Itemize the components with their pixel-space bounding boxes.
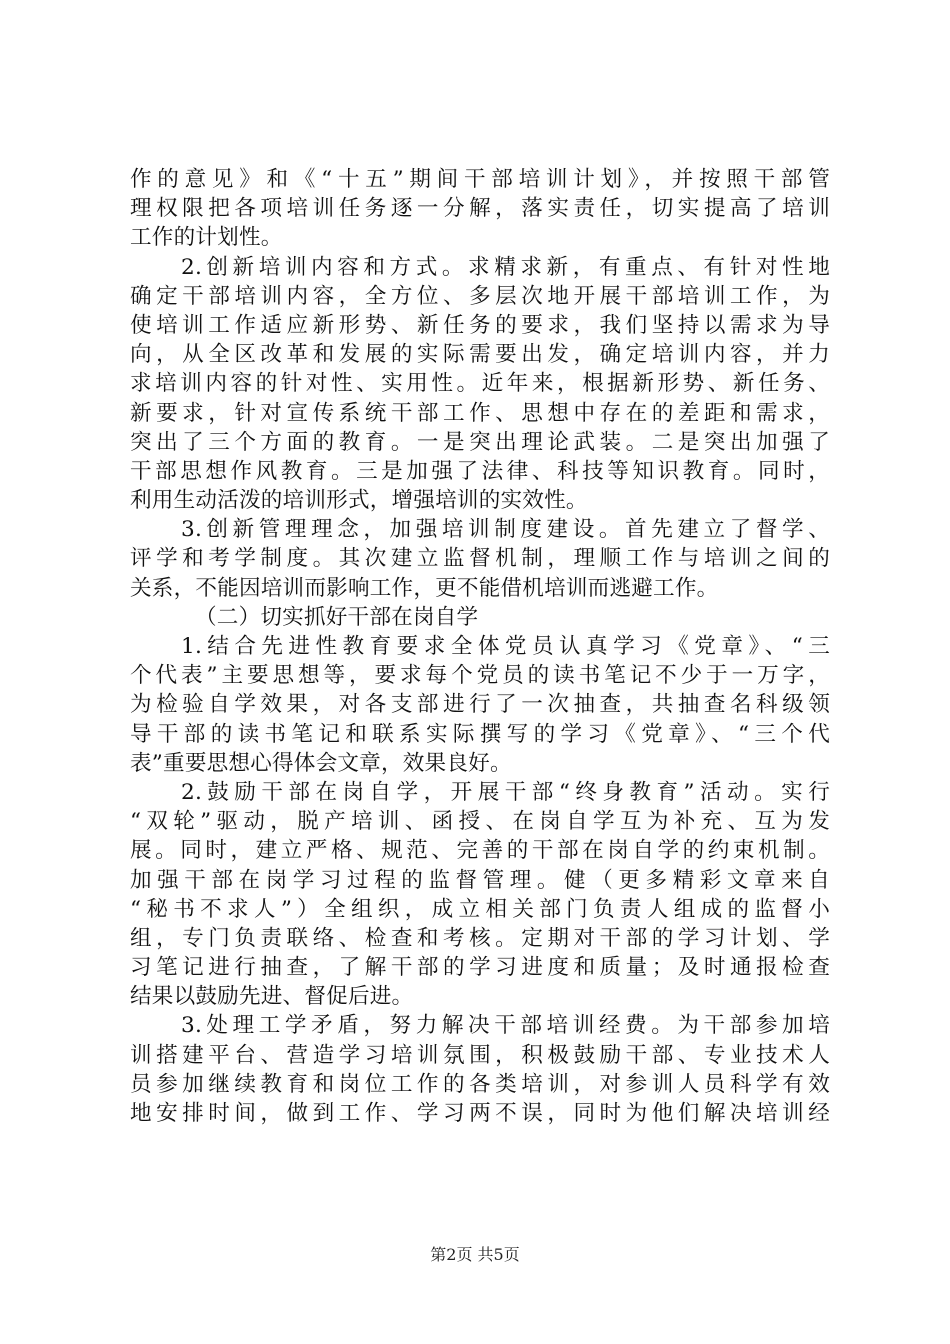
text-line: 关系，不能因培训而影响工作，更不能借机培训而逃避工作。 [130, 575, 719, 601]
text-line: 导干部的读书笔记和联系实际撰写的学习《党章》、“三个代 [130, 721, 830, 747]
text-line: 地安排时间，做到工作、学习两不误，同时为他们解决培训经 [130, 1101, 830, 1126]
text-line: 确定干部培训内容，全方位、多层次地开展干部培训工作，为 [130, 283, 830, 309]
text-line: 理权限把各项培训任务逐一分解，落实责任，切实提高了培训 [130, 196, 830, 222]
text-line: 个代表”主要思想等，要求每个党员的读书笔记不少于一万字， [130, 663, 830, 689]
text-line: 加强干部在岗学习过程的监督管理。健（更多精彩文章来自 [130, 867, 830, 893]
text-line: 结果以鼓励先进、督促后进。 [130, 984, 414, 1010]
text-line: 训搭建平台、营造学习培训氛围，积极鼓励干部、专业技术人 [130, 1042, 830, 1068]
document-body [130, 165, 830, 1128]
paragraph-start-line: 3.处理工学矛盾，努力解决干部培训经费。为干部参加培 [181, 1013, 830, 1039]
text-line: 干部思想作风教育。三是加强了法律、科技等知识教育。同时， [130, 458, 830, 484]
text-line: “双轮”驱动，脱产培训、函授、在岗自学互为补充、互为发 [130, 809, 830, 835]
page-number-footer: 第2页 共5页 [430, 1245, 520, 1264]
paragraph-start-line: 1.结合先进性教育要求全体党员认真学习《党章》、“三 [181, 634, 830, 659]
text-line: 习笔记进行抽查，了解干部的学习进度和质量；及时通报检查 [130, 955, 830, 981]
text-line: “秘书不求人”）全组织，成立相关部门负责人组成的监督小 [130, 896, 830, 922]
paragraph-start-line: 3.创新管理理念，加强培训制度建设。首先建立了督学、 [181, 517, 830, 543]
text-line: 新要求，针对宣传系统干部工作、思想中存在的差距和需求， [130, 400, 830, 426]
text-line: 员参加继续教育和岗位工作的各类培训，对参训人员科学有效 [130, 1071, 830, 1097]
text-line: 突出了三个方面的教育。一是突出理论武装。二是突出加强了 [130, 429, 830, 455]
text-line: 表”重要思想心得体会文章，效果良好。 [130, 750, 512, 776]
text-line: 利用生动活泼的培训形式，增强培训的实效性。 [130, 488, 588, 514]
text-line: 展。同时，建立严格、规范、完善的干部在岗自学的约束机制。 [130, 838, 830, 864]
text-line: 评学和考学制度。其次建立监督机制，理顺工作与培训之间的 [130, 546, 830, 572]
text-line: 向，从全区改革和发展的实际需要出发，确定培训内容，并力 [130, 342, 830, 368]
paragraph-start-line: 2.鼓励干部在岗自学，开展干部“终身教育”活动。实行 [181, 779, 830, 805]
text-line: 工作的计划性。 [130, 225, 283, 251]
text-line: 求培训内容的针对性、实用性。近年来，根据新形势、新任务、 [130, 371, 830, 397]
section-heading: （二）切实抓好干部在岗自学 [195, 604, 479, 630]
text-line: 作的意见》和《“十五”期间干部培训计划》，并按照干部管 [130, 167, 830, 192]
text-line: 组，专门负责联络、检查和考核。定期对干部的学习计划、学 [130, 925, 830, 951]
text-line: 为检验自学效果，对各支部进行了一次抽查，共抽查名科级领 [130, 692, 830, 718]
text-line: 使培训工作适应新形势、新任务的要求，我们坚持以需求为导 [130, 312, 830, 338]
paragraph-start-line: 2.创新培训内容和方式。求精求新，有重点、有针对性地 [181, 254, 830, 280]
